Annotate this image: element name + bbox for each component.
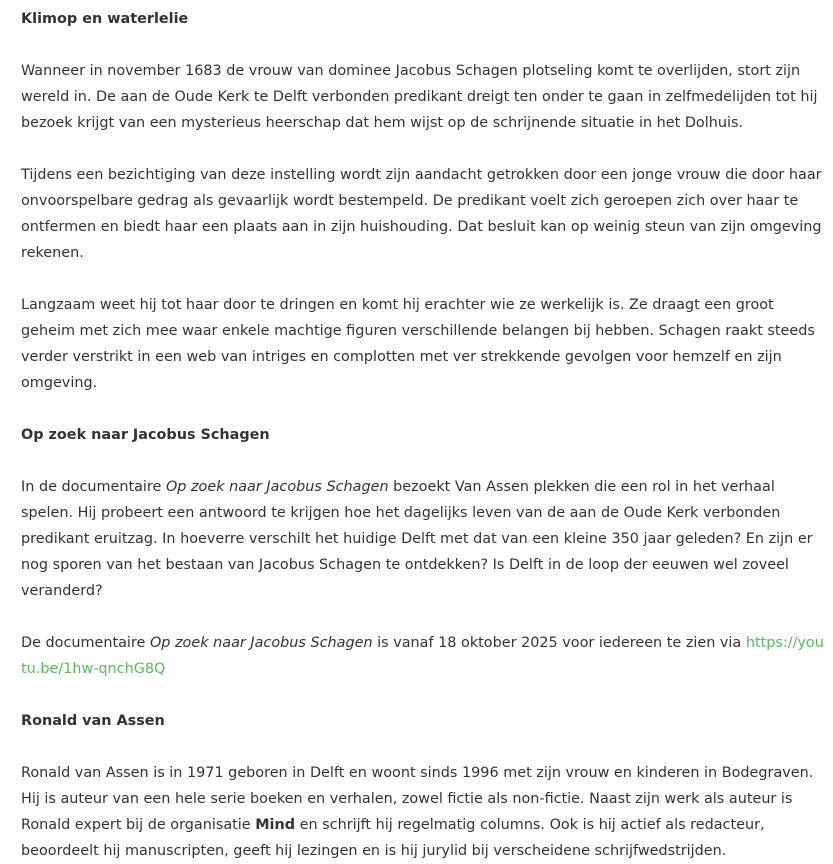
paragraph-plot-1: Wanneer in november 1683 de vrouw van dominee Jacobus Schagen plotseling komt te overlijden, stort zijn wereld in. De aan de Oude Kerk te Delft verbonden predikant dreigt ten onder te gaan in zelfmedelijden tot hij bezoek krijgt van een mysterieus heerschap dat hem wijst op de schrijnende situatie in het Dolhuis. [21,63,818,131]
section-heading-author: Ronald van Assen [21,713,165,729]
youtube-link[interactable]: https://youtu.be/1hw-qnchG8Q [21,635,824,677]
bio-text-before: Ronald van Assen is in 1971 geboren in Delft en woont sinds 1996 met zijn vrouw en kinderen in Bodegraven. Hij is auteur van een hele serie boeken en verhalen, zowel fictie als non-fictie. Naast zijn werk als auteur is Ronald expert bij de organisatie [21,765,814,833]
article-body [21,6,827,864]
organisation-name: Mind [255,817,296,833]
paragraph-documentaire-intro [21,474,827,604]
paragraph-author-bio [21,760,827,864]
paragraph-documentaire-availability [21,630,827,682]
paragraph-plot-2: Tijdens een bezichtiging van deze instelling wordt zijn aandacht getrokken door een jonge vrouw die door haar onvoorspelbare gedrag als gevaarlijk wordt bestempeld. De predikant voelt zich geroepen zich over haar te ontfermen en biedt haar een plaats aan in zijn huishouding. Dat besluit kan op weinig steun van zijn omgeving rekenen. [21,167,822,261]
availability-text-before: De documentaire [21,635,150,651]
bio-text-after: en schrijft hij regelmatig columns. Ook is hij actief als redacteur, beoordeelt hij manuscripten, geeft hij lezingen en is hij jurylid bij verscheidene schrijfwedstrijden. [21,817,765,859]
availability-text-after: is vanaf 18 oktober 2025 voor iedereen te zien via [372,635,746,651]
section-heading-documentaire: Op zoek naar Jacobus Schagen [21,427,270,443]
documentary-title: Op zoek naar Jacobus Schagen [165,479,389,495]
paragraph-plot-3: Langzaam weet hij tot haar door te dringen en komt hij erachter wie ze werkelijk is. Ze draagt een groot geheim met zich mee waar enkele machtige figuren verschillende belangen bij hebben. Schagen raakt steeds verder verstrikt in een web van intriges en complotten met ver strekkende gevolgen voor hemzelf en zijn omgeving. [21,297,815,391]
intro-text-before: In de documentaire [21,479,166,495]
documentary-title: Op zoek naar Jacobus Schagen [149,635,373,651]
intro-text-after: bezoekt Van Assen plekken die een rol in het verhaal spelen. Hij probeert een antwoord te krijgen hoe het dagelijks leven van de aan de Oude Kerk verbonden predikant eruitzag. In hoeverre verschilt het huidige Delft met dat van een kleine 350 jaar geleden? En zijn er nog sporen van het bestaan van Jacobus Schagen te ontdekken? Is Delft in de loop der eeuwen wel zoveel veranderd? [21,479,813,599]
section-heading-klimop: Klimop en waterlelie [21,11,189,27]
